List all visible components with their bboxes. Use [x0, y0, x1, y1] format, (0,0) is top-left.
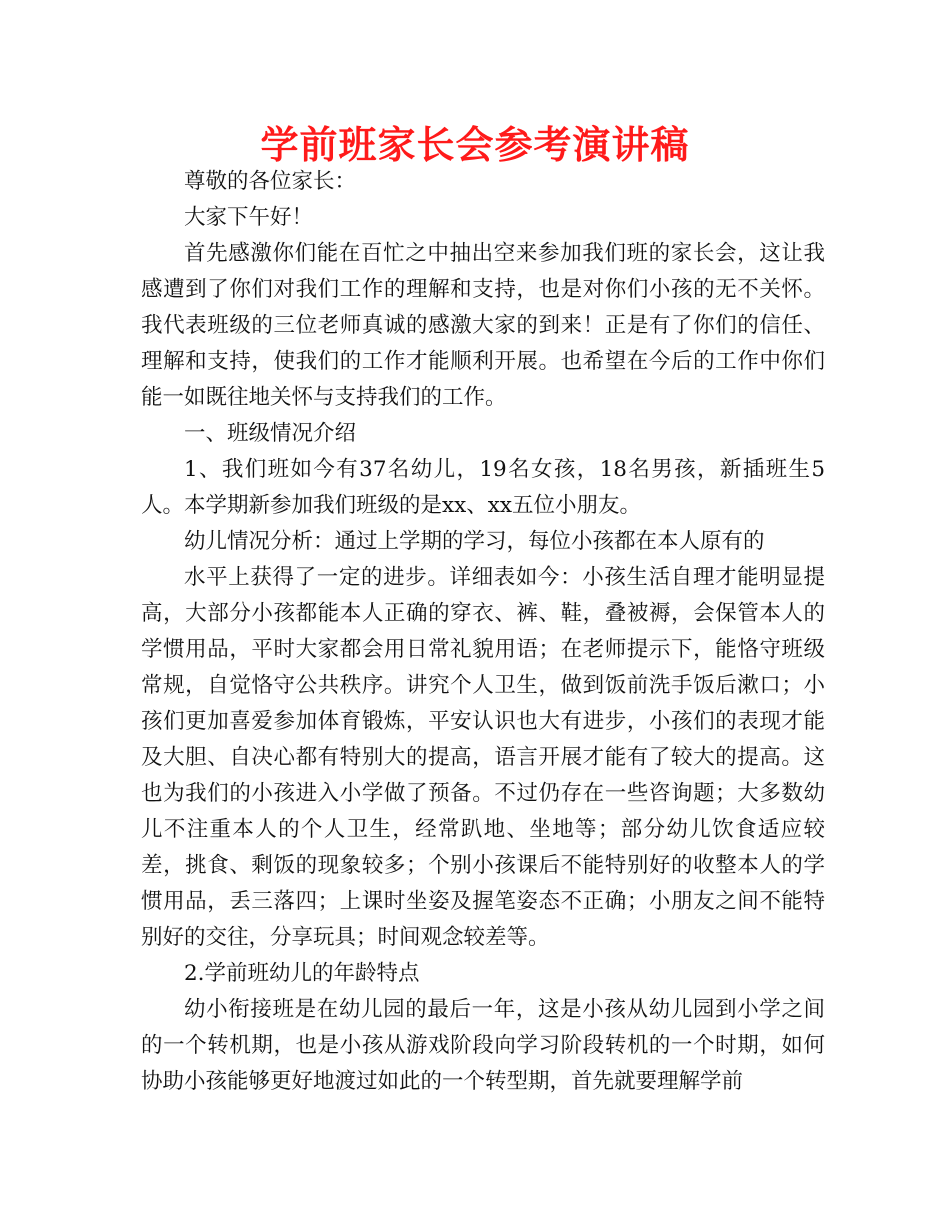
body-paragraph: 幼小衔接班是在幼儿园的最后一年，这是小孩从幼儿园到小学之间的一个转机期，也是小孩从游戏阶段向学习阶段转机的一个时期，如何协助小孩能够更好地渡过如此的一个转型期，首先就要理解学前 [141, 997, 825, 1094]
greeting: 大家下午好！ [184, 205, 314, 230]
document-body [141, 164, 825, 1100]
section-heading: 一、班级情况介绍 [184, 421, 357, 446]
body-paragraph: 1、我们班如今有37名幼儿，19名女孩，18名男孩，新插班生5人。本学期新参加我们班级的是xx、xx五位小朋友。 [141, 457, 825, 518]
salutation: 尊敬的各位家长： [184, 169, 357, 194]
body-paragraph: 首先感激你们能在百忙之中抽出空来参加我们班的家长会，这让我感遭到了你们对我们工作的理解和支持，也是对你们小孩的无不关怀。我代表班级的三位老师真诚的感激大家的到来！正是有了你们的信任、理解和支持，使我们的工作才能顺利开展。也希望在今后的工作中你们能一如既往地关怀与支持我们的工作。 [141, 241, 825, 410]
body-paragraph: 水平上获得了一定的进步。详细表如今：小孩生活自理才能明显提高，大部分小孩都能本人正确的穿衣、裤、鞋，叠被褥，会保管本人的学惯用品，平时大家都会用日常礼貌用语；在老师提示下，能恪守班级常规，自觉恪守公共秩序。讲究个人卫生，做到饭前洗手饭后漱口；小孩们更加喜爱参加体育锻炼，平安认识也大有进步，小孩们的表现才能及大胆、自决心都有特别大的提高，语言开展才能有了较大的提高。这也为我们的小孩进入小学做了预备。不过仍存在一些咨询题；大多数幼儿不注重本人的个人卫生，经常趴地、坐地等；部分幼儿饮食适应较差，挑食、剩饭的现象较多；个别小孩课后不能特别好的收整本人的学惯用品，丢三落四；上课时坐姿及握笔姿态不正确；小朋友之间不能特别好的交往，分享玩具；时间观念较差等。 [141, 565, 825, 950]
subsection-heading: 2.学前班幼儿的年龄特点 [184, 961, 420, 986]
body-paragraph: 幼儿情况分析：通过上学期的学习，每位小孩都在本人原有的 [184, 529, 765, 554]
document-title: 学前班家长会参考演讲稿 [260, 123, 690, 167]
